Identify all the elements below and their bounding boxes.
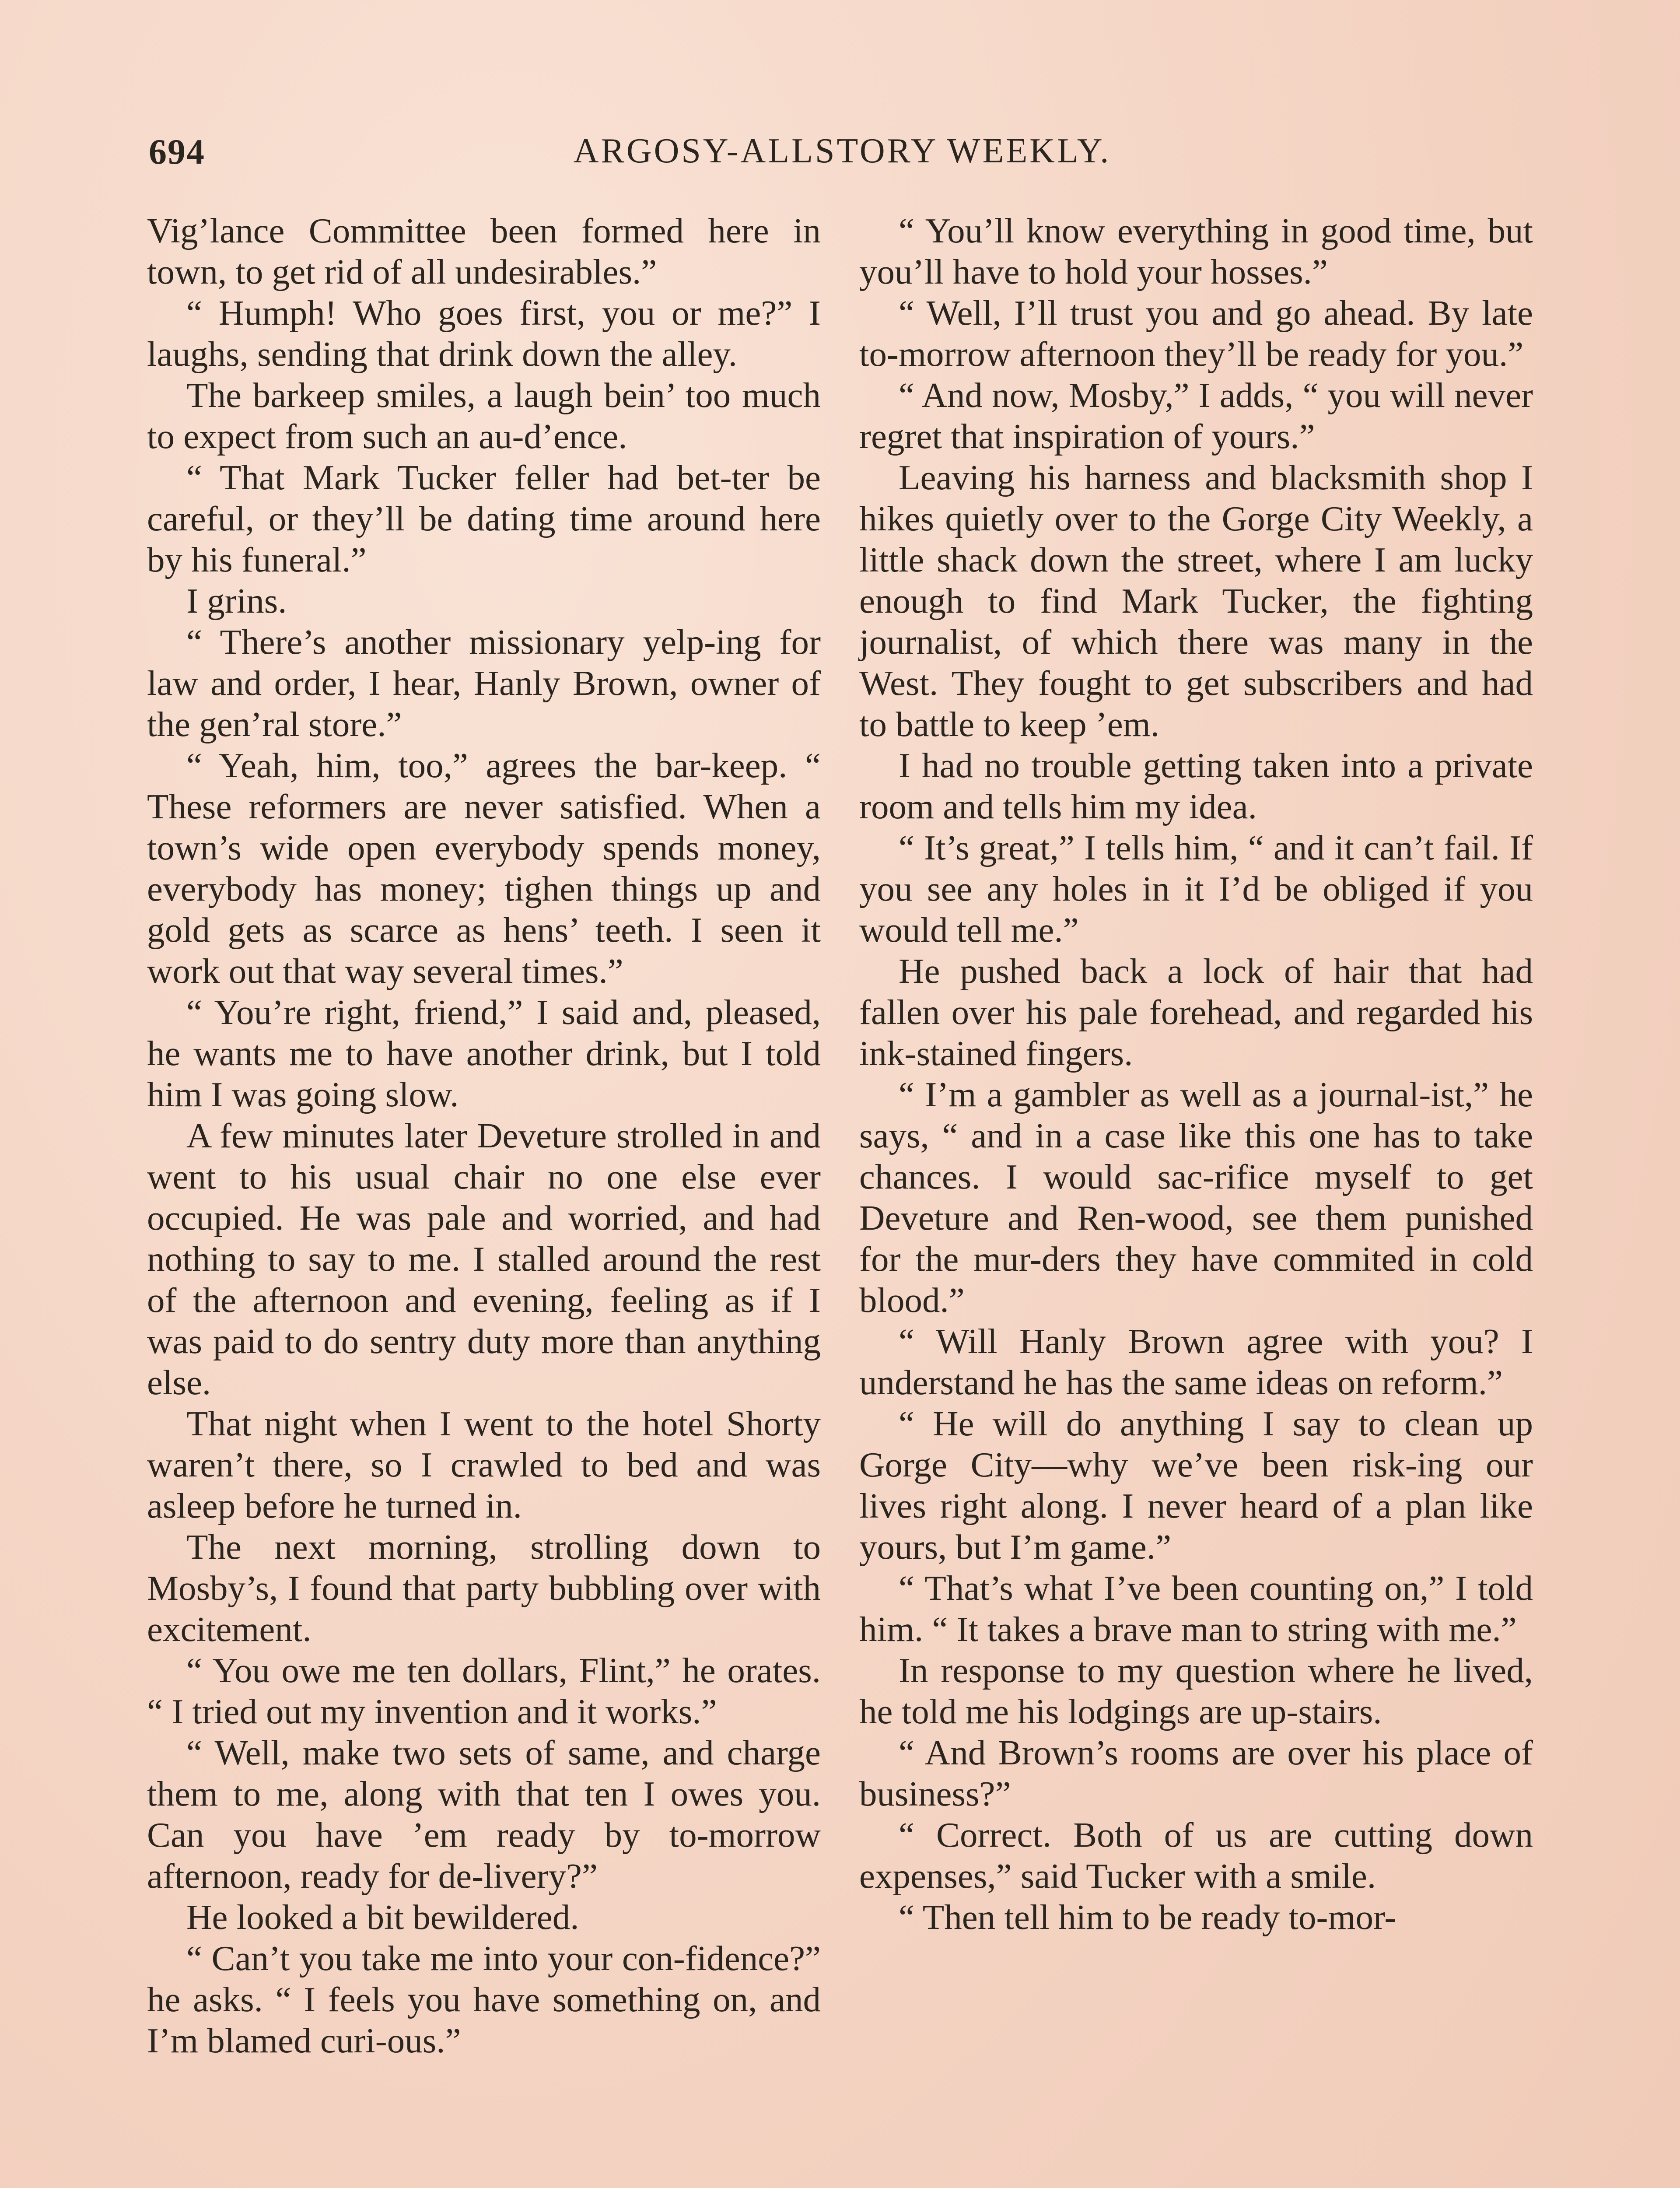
page-number: 694 <box>149 132 205 172</box>
paragraph: I grins. <box>186 581 287 621</box>
paragraph: I had no trouble getting taken into a private room and tells him my idea. <box>859 746 1533 826</box>
paragraph: “ And Brown’s rooms are over his place of business?” <box>859 1733 1533 1813</box>
paragraph: “ Can’t you take me into your con-fidence?” he asks. “ I feels you have something on, and I’m blamed curi-ous.” <box>147 1939 821 2060</box>
paragraph: A few minutes later Deveture strolled in and went to his usual chair no one else ever occupied. He was pale and worried, and had nothing to say to me. I stalled around the rest of the afternoon and evening, feeling as if I was paid to do sentry duty more than anything else. <box>147 1116 821 1402</box>
paragraph: “ Humph! Who goes first, you or me?” I laughs, sending that drink down the alley. <box>147 293 821 374</box>
paragraph: “ Correct. Both of us are cutting down expenses,” said Tucker with a smile. <box>859 1815 1533 1896</box>
paragraph: “ There’s another missionary yelp-ing for law and order, I hear, Hanly Brown, owner of the gen’ral store.” <box>147 622 821 744</box>
paragraph: “ And now, Mosby,” I adds, “ you will never regret that inspiration of yours.” <box>859 375 1533 456</box>
paragraph: “ You’re right, friend,” I said and, pleased, he wants me to have another drink, but I told him I was going slow. <box>147 992 821 1114</box>
paragraph: He looked a bit bewildered. <box>186 1897 579 1937</box>
paragraph: “ That’s what I’ve been counting on,” I told him. “ It takes a brave man to string with me.” <box>859 1568 1533 1649</box>
paragraph: The barkeep smiles, a laugh bein’ too much to expect from such an au-d’ence. <box>147 375 821 456</box>
left-column <box>147 210 821 2061</box>
right-column <box>859 210 1533 1938</box>
paragraph: That night when I went to the hotel Shorty waren’t there, so I crawled to bed and was asleep before he turned in. <box>147 1404 821 1525</box>
paragraph: Vig’lance Committee been formed here in town, to get rid of all undesirables.” <box>147 211 821 291</box>
page-header <box>149 131 1536 184</box>
paragraph: “ Will Hanly Brown agree with you? I understand he has the same ideas on reform.” <box>859 1322 1533 1402</box>
paragraph: “ It’s great,” I tells him, “ and it can’t fail. If you see any holes in it I’d be obliged if you would tell me.” <box>859 828 1533 950</box>
paragraph: In response to my question where he lived, he told me his lodgings are up-stairs. <box>859 1651 1533 1731</box>
paragraph: “ Well, make two sets of same, and charge them to me, along with that ten I owes you. Can you have ’em ready by to-morrow afternoon, ready for de-livery?” <box>147 1733 821 1896</box>
paragraph: “ You owe me ten dollars, Flint,” he orates. “ I tried out my invention and it works.” <box>147 1651 821 1731</box>
paragraph: “ Yeah, him, too,” agrees the bar-keep. “ These reformers are never satisfied. When a town’s wide open everybody spends money, everybody has money; tighen things up and gold gets as scarce as hens’ teeth. I seen it work out that way several times.” <box>147 746 821 991</box>
paragraph: “ Well, I’ll trust you and go ahead. By late to-morrow afternoon they’ll be ready for you.” <box>859 293 1533 374</box>
paragraph: “ You’ll know everything in good time, but you’ll have to hold your hosses.” <box>859 211 1533 291</box>
paragraph: “ He will do anything I say to clean up Gorge City—why we’ve been risk-ing our lives right along. I never heard of a plan like yours, but I’m game.” <box>859 1404 1533 1567</box>
paragraph: “ That Mark Tucker feller had bet-ter be careful, or they’ll be dating time around here by his funeral.” <box>147 458 821 579</box>
running-head-title: ARGOSY-ALLSTORY WEEKLY. <box>573 132 1111 170</box>
paragraph: He pushed back a lock of hair that had fallen over his pale forehead, and regarded his ink-stained fingers. <box>859 951 1533 1073</box>
paragraph: The next morning, strolling down to Mosby’s, I found that party bubbling over with excitement. <box>147 1527 821 1649</box>
paragraph: “ Then tell him to be ready to-mor- <box>899 1897 1396 1937</box>
paragraph: “ I’m a gambler as well as a journal-ist,” he says, “ and in a case like this one has to take chances. I would sac-rifice myself to get Deveture and Ren-wood, see them punished for the mur-ders they have commited in cold blood.” <box>859 1075 1533 1320</box>
paragraph: Leaving his harness and blacksmith shop I hikes quietly over to the Gorge City Weekly, a little shack down the street, where I am lucky enough to find Mark Tucker, the fighting journalist, of which there was many in the West. They fought to get subscribers and had to battle to keep ’em. <box>859 458 1533 744</box>
